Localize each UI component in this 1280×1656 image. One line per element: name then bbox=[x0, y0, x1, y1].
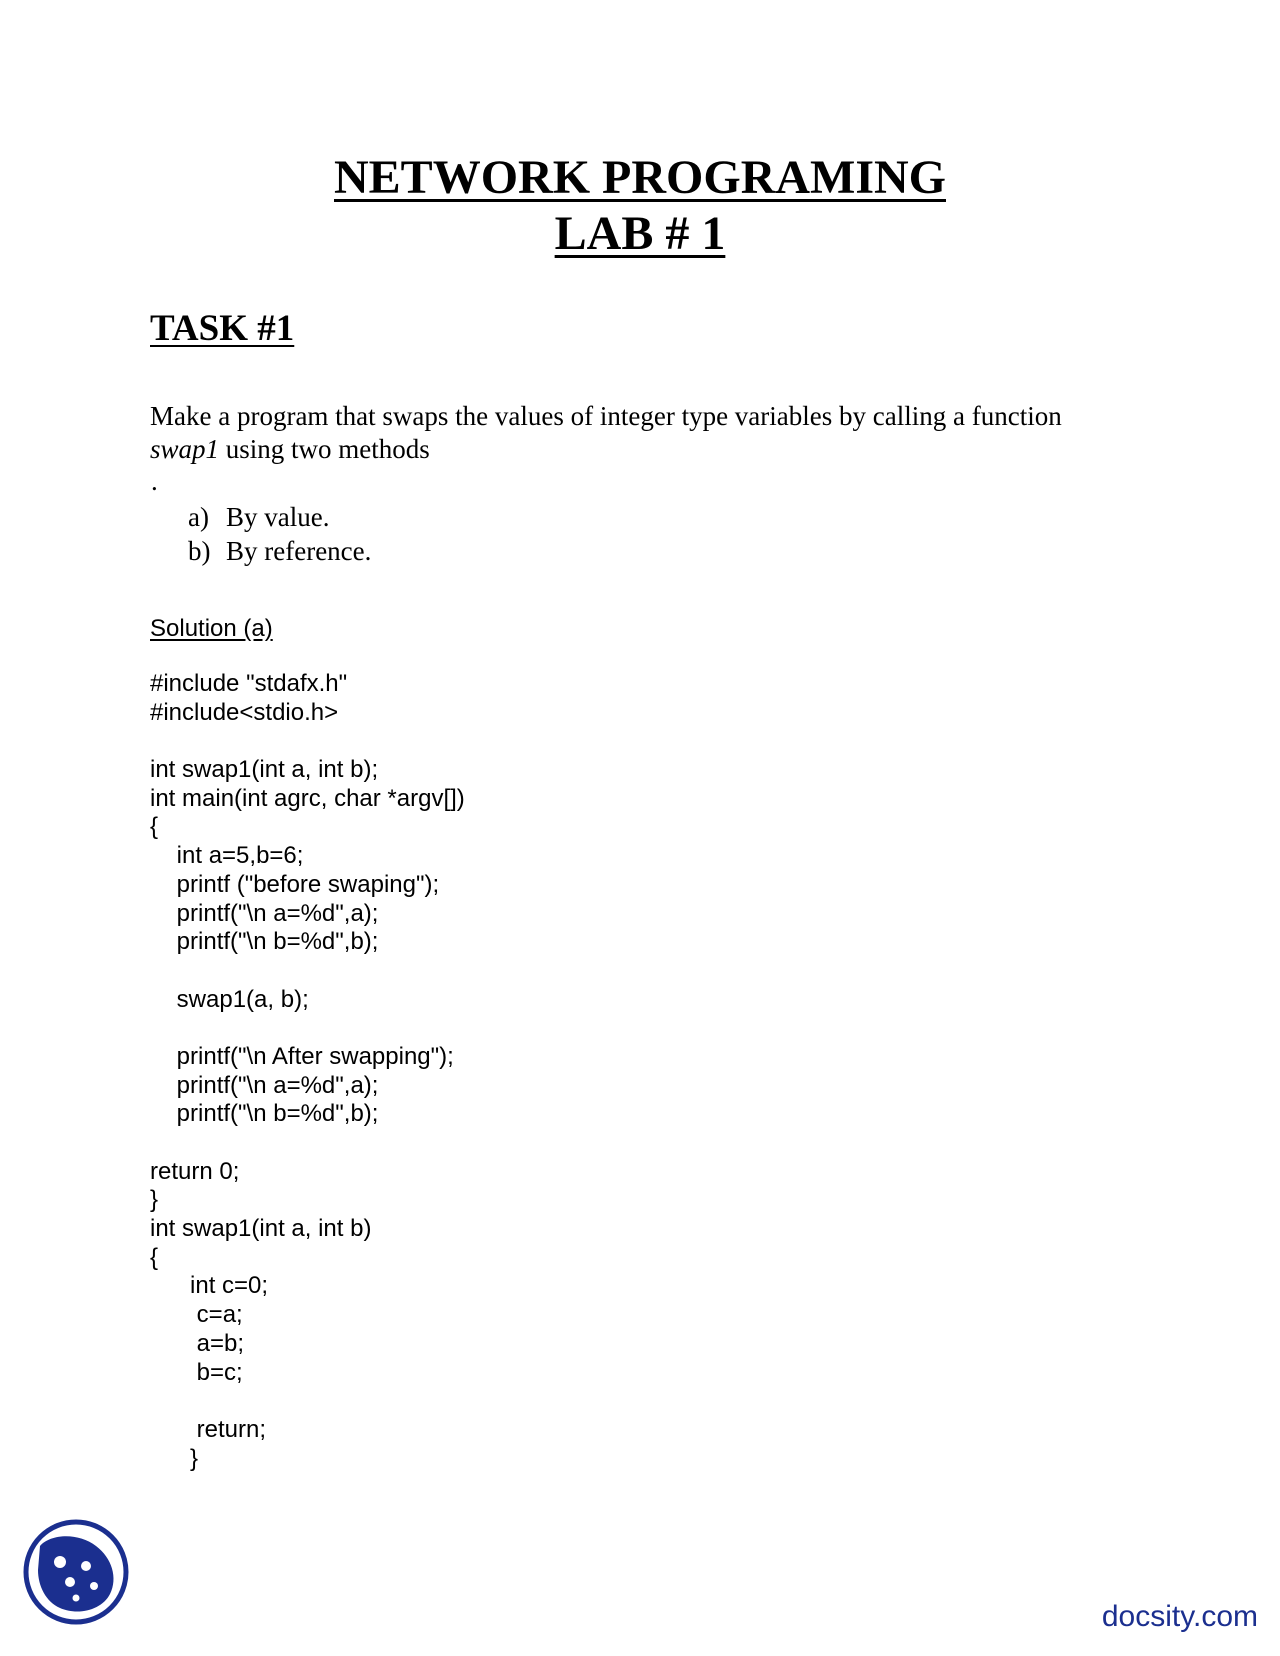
watermark-link[interactable]: docsity.com bbox=[1101, 1600, 1258, 1633]
task-desc-function-name: swap1 bbox=[150, 434, 220, 464]
code-line: int a=5,b=6; bbox=[150, 842, 304, 870]
code-line: printf("\n b=%d",b); bbox=[150, 1100, 379, 1128]
code-line bbox=[150, 1014, 465, 1043]
code-line: int swap1(int a, int b); bbox=[150, 756, 379, 784]
code-line bbox=[150, 957, 465, 986]
code-line: int swap1(int a, int b) bbox=[150, 1215, 372, 1243]
code-line: return; bbox=[150, 1415, 267, 1443]
list-marker: a) bbox=[188, 502, 209, 532]
code-line: { bbox=[150, 813, 159, 841]
title-line-2 bbox=[0, 206, 1280, 262]
code-line: c=a; bbox=[150, 1301, 243, 1329]
code-line bbox=[150, 1129, 465, 1158]
code-line: int c=0; bbox=[150, 1272, 269, 1300]
code-line: swap1(a, b); bbox=[150, 985, 309, 1013]
code-line: #include "stdafx.h" bbox=[150, 670, 348, 697]
code-line: int main(int agrc, char *argv[]) bbox=[150, 784, 465, 812]
list-item bbox=[188, 500, 371, 534]
title-line-1 bbox=[0, 150, 1280, 206]
code-line bbox=[150, 1387, 465, 1416]
docsity-logo-icon[interactable] bbox=[20, 1516, 132, 1628]
task-heading: TASK #1 bbox=[150, 308, 295, 349]
code-line: return 0; bbox=[150, 1157, 240, 1185]
code-line: } bbox=[150, 1186, 159, 1214]
title-line-1-text: NETWORK PROGRAMING bbox=[334, 151, 946, 204]
list-item bbox=[188, 534, 371, 568]
task-desc-part2: using two methods bbox=[219, 434, 430, 464]
code-line bbox=[150, 727, 465, 756]
code-line: a=b; bbox=[150, 1329, 245, 1357]
list-item-text: By reference. bbox=[226, 536, 372, 566]
code-line: printf("\n After swapping"); bbox=[150, 1042, 454, 1070]
solution-heading: Solution (a) bbox=[150, 615, 273, 642]
title-line-2-text: LAB # 1 bbox=[554, 207, 726, 260]
task-desc-part1: Make a program that swaps the values of integer type variables by calling a function bbox=[150, 401, 1062, 431]
code-line: } bbox=[150, 1444, 199, 1472]
code-line: printf ("before swaping"); bbox=[150, 870, 440, 898]
code-line: { bbox=[150, 1243, 159, 1271]
code-line: #include<stdio.h> bbox=[150, 698, 339, 726]
code-line: printf("\n a=%d",a); bbox=[150, 899, 379, 927]
list-marker: b) bbox=[188, 536, 211, 566]
stray-dot: . bbox=[151, 466, 158, 496]
list-item-text: By value. bbox=[226, 502, 330, 532]
code-line: printf("\n b=%d",b); bbox=[150, 928, 379, 956]
code-block bbox=[150, 670, 465, 1473]
code-line: b=c; bbox=[150, 1358, 243, 1386]
code-line: printf("\n a=%d",a); bbox=[150, 1071, 379, 1099]
document-title bbox=[0, 150, 1280, 262]
task-description bbox=[150, 400, 1130, 466]
method-list bbox=[188, 500, 371, 568]
